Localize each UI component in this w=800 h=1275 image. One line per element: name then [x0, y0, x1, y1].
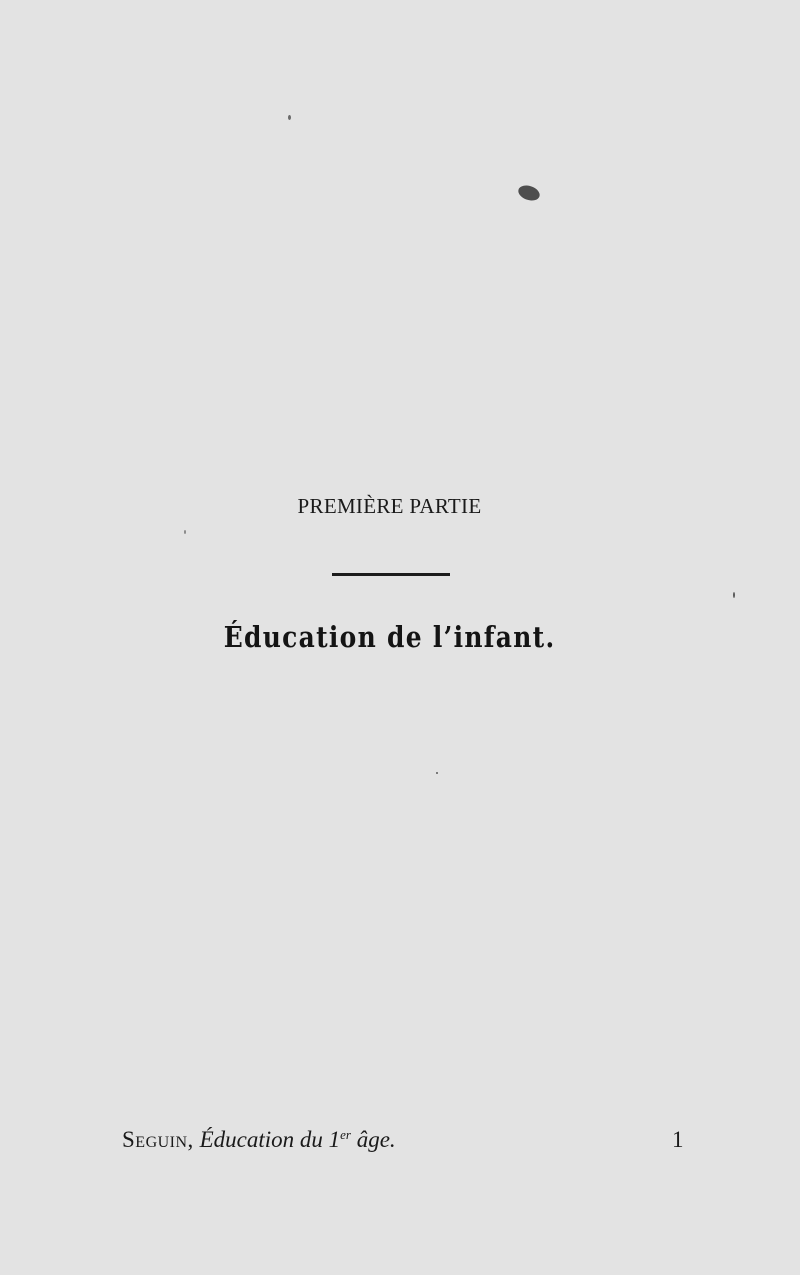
footer-work-title-end: âge. [350, 1127, 396, 1152]
footer-work-title-start: Éducation du 1 [199, 1127, 341, 1152]
signature-mark: 1 [672, 1127, 684, 1152]
title-rule [332, 573, 450, 576]
main-title: Éducation de l’infant. [223, 620, 556, 654]
ink-speck [184, 530, 186, 534]
ink-speck [288, 115, 291, 120]
ink-speck [436, 772, 438, 774]
ink-speck [733, 592, 735, 598]
running-footer [122, 1127, 396, 1153]
footer-work-title [200, 1127, 396, 1152]
footer-author: Seguin, [122, 1127, 194, 1152]
ink-blot [516, 183, 541, 203]
footer-ordinal-suffix: er [340, 1127, 351, 1142]
part-title: PREMIÈRE PARTIE [297, 494, 482, 518]
